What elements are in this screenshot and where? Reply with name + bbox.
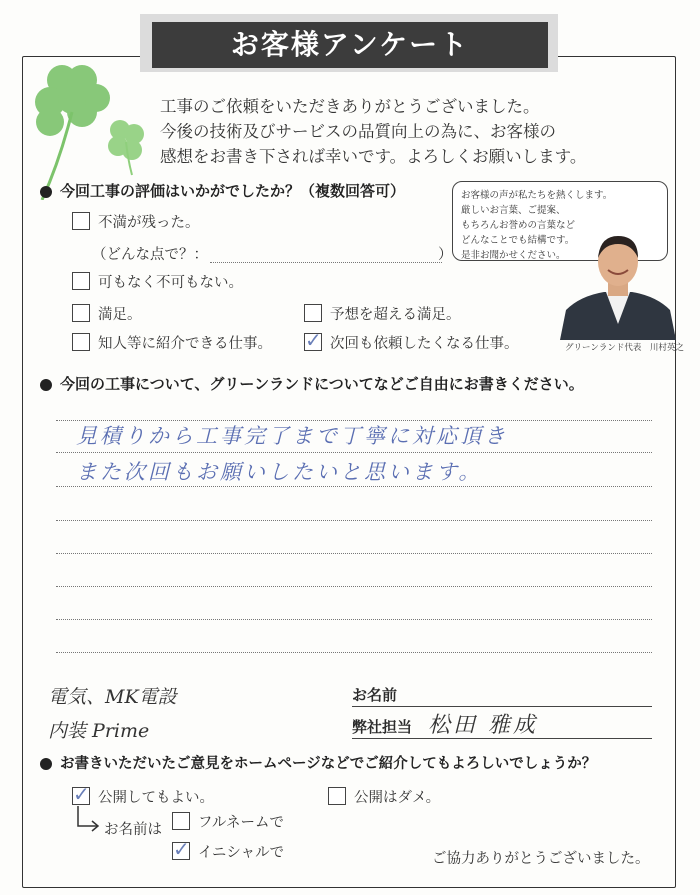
checkbox-recommend[interactable]	[72, 333, 90, 351]
opt-dissatisfied-label: 不満が残った。	[98, 215, 200, 231]
answer-line	[56, 452, 652, 453]
intro-line: 工事のご依頼をいただきありがとうございました。	[160, 97, 540, 116]
bullet-icon	[40, 186, 52, 198]
bubble-line: どんなことでも結構です。	[461, 235, 575, 246]
opt-neutral-label: 可もなく不可もない。	[98, 275, 243, 291]
answer-line	[56, 586, 652, 587]
checkbox-satisfied[interactable]	[72, 304, 90, 322]
answer-line	[56, 553, 652, 554]
answer-text-line1: 見積りから工事完了まで丁寧に対応頂き	[76, 424, 508, 448]
intro-line: 感想をお書き下されば幸いです。よろしくお願いします。	[160, 147, 587, 166]
checkbox-fullname[interactable]	[172, 812, 190, 830]
staff-label: 弊社担当	[352, 718, 413, 736]
checkmark-icon: ✓	[173, 837, 190, 861]
page-title: お客様アンケート	[152, 22, 548, 68]
staff-input-line	[352, 738, 652, 739]
answer-line	[56, 619, 652, 620]
bubble-line: お客様の声が私たちを熱くします。	[461, 190, 613, 201]
q1-label: 今回工事の評価はいかがでしたか？（複数回答可）	[60, 182, 406, 200]
checkbox-again[interactable]	[304, 328, 322, 352]
opt-exceeded-label: 予想を超える満足。	[330, 307, 461, 323]
client-company-line1: 電気、MK電設	[48, 686, 177, 708]
answer-line	[56, 486, 652, 487]
opt-private-label: 公開はダメ。	[354, 790, 441, 806]
intro-line: 今後の技術及びサービスの品質向上の為に、お客様の	[160, 122, 556, 141]
clover-icon	[20, 50, 150, 200]
bubble-line: 厳しいお言葉、ご提案、	[461, 205, 566, 216]
checkbox-neutral[interactable]	[72, 272, 90, 290]
where-input[interactable]	[210, 262, 442, 263]
bullet-icon	[40, 379, 52, 391]
opt-initials-label: イニシャルで	[198, 845, 285, 861]
bubble-line: 是非お聞かせください。	[461, 250, 566, 261]
checkbox-public[interactable]	[72, 782, 90, 806]
bubble-line: もちろんお誉めの言葉など	[461, 220, 576, 231]
answer-line	[56, 520, 652, 521]
opt-again-label: 次回も依頼したくなる仕事。	[330, 336, 519, 352]
representative-portrait	[560, 232, 676, 340]
arrow-icon	[76, 806, 102, 832]
name-is-label: お名前は	[104, 822, 162, 838]
intro-text	[160, 94, 640, 169]
opt-public-label: 公開してもよい。	[98, 790, 214, 806]
opt-recommend-label: 知人等に紹介できる仕事。	[98, 336, 272, 352]
q2-label: 今回の工事について、グリーンランドについてなどご自由にお書きください。	[60, 375, 584, 393]
client-company-line2: 内装 Prime	[48, 720, 150, 742]
thanks-text: ご協力ありがとうございました。	[432, 851, 650, 867]
checkbox-private[interactable]	[328, 787, 346, 805]
answer-line	[56, 652, 652, 653]
q1-heading	[40, 180, 405, 201]
q3-heading	[40, 752, 596, 773]
checkbox-initials[interactable]	[172, 837, 190, 861]
q2-heading	[40, 373, 584, 394]
answer-text-line2: また次回もお願いしたいと思います。	[76, 460, 483, 484]
name-input-line[interactable]	[352, 706, 652, 707]
q3-label: お書きいただいたご意見をホームページなどでご紹介してもよろしいでしょうか？	[60, 756, 597, 772]
opt-where-label: （どんな点で？：	[92, 247, 208, 263]
bullet-icon	[40, 758, 52, 770]
opt-satisfied-label: 満足。	[98, 307, 142, 323]
checkmark-icon: ✓	[73, 782, 90, 806]
opt-where-close: ）	[438, 247, 453, 263]
checkmark-icon: ✓	[305, 328, 322, 352]
name-label: お名前	[352, 686, 398, 704]
portrait-caption: グリーンランド代表 川村英之	[565, 343, 684, 353]
checkbox-dissatisfied[interactable]	[72, 212, 90, 230]
staff-name: 松田 雅成	[428, 713, 538, 738]
checkbox-exceeded[interactable]	[304, 304, 322, 322]
opt-fullname-label: フルネームで	[198, 815, 284, 831]
